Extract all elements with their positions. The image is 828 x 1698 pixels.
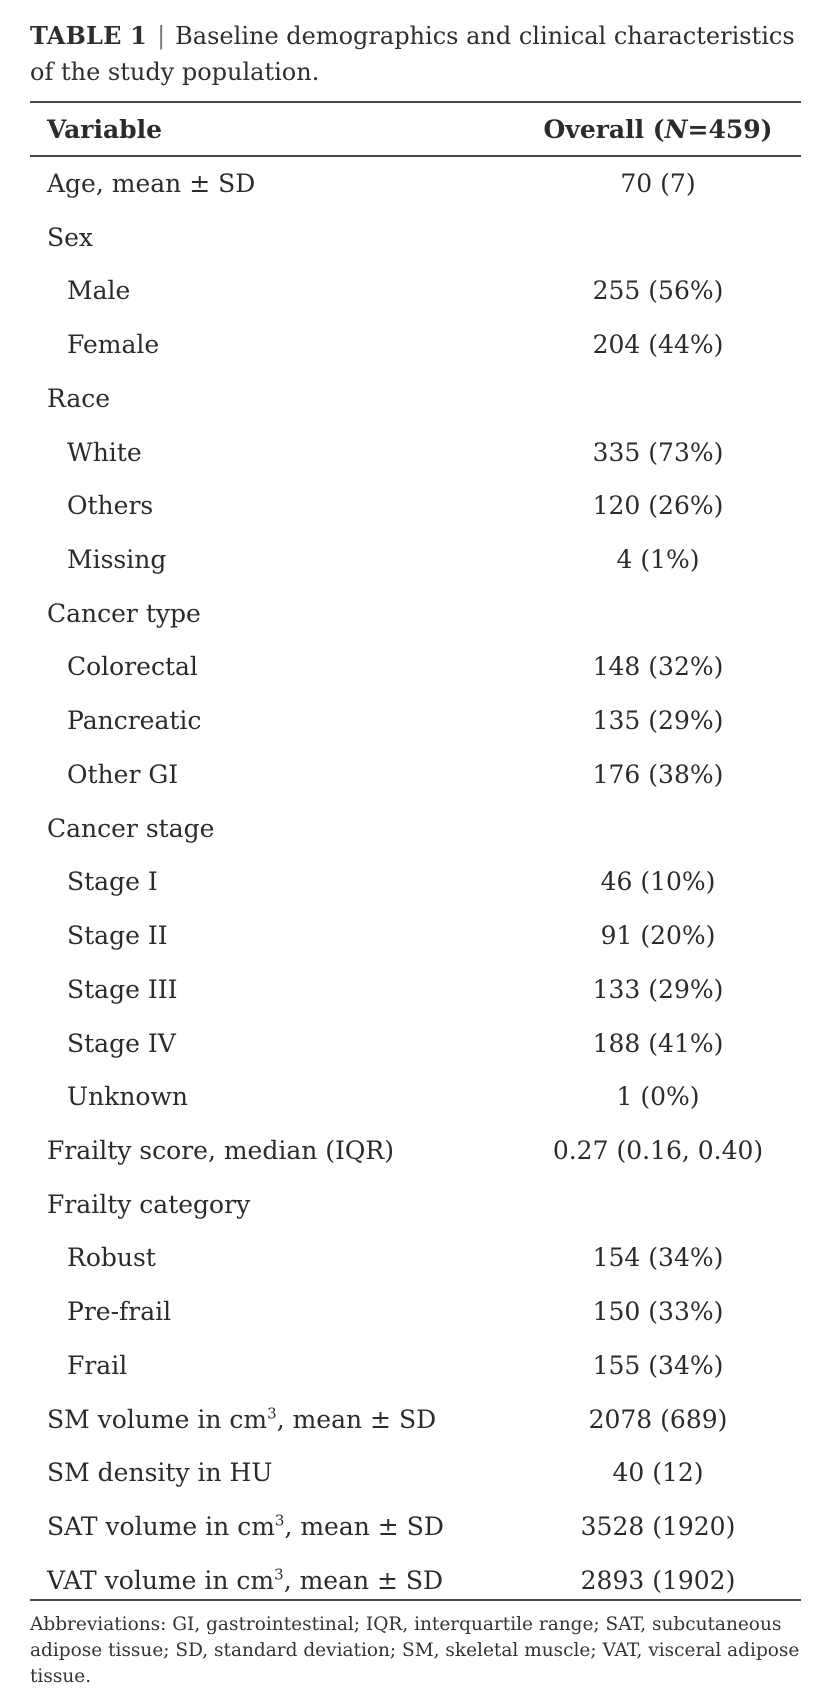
row-variable-text: Others (67, 491, 154, 521)
row-value: 188 (41%) (592, 1028, 724, 1058)
row-value: 155 (34%) (592, 1350, 724, 1380)
header-n-symbol: N (664, 115, 688, 144)
row-variable (67, 491, 153, 520)
row-variable (67, 1082, 188, 1111)
table-row (30, 1124, 801, 1178)
row-value: 46 (10%) (600, 867, 716, 897)
header-overall-prefix: Overall ( (543, 115, 665, 144)
row-variable-tail: , mean ± SD (284, 1511, 444, 1541)
table-row (30, 1231, 801, 1285)
table-row (30, 587, 801, 641)
row-value: 135 (29%) (592, 706, 724, 736)
row-value: 335 (73%) (592, 437, 724, 467)
row-variable (47, 384, 110, 413)
table-row (30, 748, 801, 802)
table-row (30, 479, 801, 533)
row-variable-text: Stage I (67, 867, 158, 897)
table-caption (30, 18, 810, 90)
row-variable (47, 1405, 436, 1434)
row-variable (47, 1458, 272, 1487)
table-row (30, 372, 801, 426)
row-value: 91 (20%) (600, 921, 716, 951)
row-variable (47, 1190, 250, 1219)
table-row (30, 909, 801, 963)
row-variable-tail: , mean ± SD (283, 1565, 444, 1595)
table-row (30, 640, 801, 694)
row-value: 204 (44%) (592, 330, 724, 360)
row-variable (67, 276, 130, 305)
row-variable-superscript: 3 (274, 1511, 285, 1530)
caption-text: Baseline demographics and clinical characteristics of the study population. (30, 22, 795, 86)
row-variable (67, 867, 158, 896)
row-variable-text: Race (47, 383, 111, 413)
row-value: 40 (12) (612, 1458, 704, 1488)
row-variable (47, 169, 255, 198)
row-value: 2893 (1902) (580, 1565, 736, 1595)
row-variable (67, 1243, 156, 1272)
row-variable (67, 438, 142, 467)
row-variable (67, 330, 159, 359)
row-variable (67, 1297, 171, 1326)
row-variable-text: SM density in HU (47, 1458, 273, 1488)
table-row (30, 426, 801, 480)
table-row (30, 211, 801, 265)
row-value: 120 (26%) (592, 491, 724, 521)
row-value: 3528 (1920) (580, 1511, 736, 1541)
table-row (30, 1017, 801, 1071)
row-variable-text: Cancer type (47, 598, 201, 628)
row-variable-text: VAT volume in cm (47, 1565, 275, 1595)
row-value: 154 (34%) (592, 1243, 724, 1273)
row-variable-text: Stage II (67, 921, 168, 951)
row-variable (67, 975, 177, 1004)
table-row (30, 694, 801, 748)
table-header (30, 103, 801, 155)
row-variable-text: SM volume in cm (47, 1404, 268, 1434)
row-variable-text: White (67, 437, 142, 467)
row-variable (47, 599, 201, 628)
table-row (30, 533, 801, 587)
row-variable (47, 1566, 443, 1595)
row-variable (67, 921, 168, 950)
table-bottom-rule (30, 1599, 801, 1601)
row-value: 70 (7) (620, 169, 696, 198)
table-row (30, 963, 801, 1017)
caption-separator: | (157, 22, 166, 50)
table-row (30, 318, 801, 372)
row-value: 4 (1%) (616, 545, 700, 575)
row-variable (67, 1351, 127, 1380)
row-variable-text: Other GI (67, 759, 179, 789)
row-variable-text: Age, mean ± SD (47, 169, 256, 198)
row-variable (47, 1512, 444, 1541)
row-value: 176 (38%) (592, 759, 724, 789)
table-row (30, 1178, 801, 1232)
row-variable-tail: , mean ± SD (276, 1404, 437, 1434)
row-variable (67, 706, 201, 735)
row-variable-text: Cancer stage (47, 813, 215, 843)
table-row (30, 1500, 801, 1554)
table-footnote: Abbreviations: GI, gastrointestinal; IQR, interquartile range; SAT, subcutaneous adipose tissue; SD, standard deviation; SM, skeletal muscle; VAT, visceral adipose tissue. (30, 1614, 800, 1687)
row-value: 255 (56%) (592, 276, 724, 306)
row-variable (67, 652, 198, 681)
row-value: 150 (33%) (592, 1297, 724, 1327)
table-row (30, 1393, 801, 1447)
row-variable-text: Unknown (67, 1082, 188, 1112)
row-variable-text: Frail (67, 1350, 128, 1380)
row-variable-text: Robust (67, 1243, 156, 1273)
table-row (30, 157, 801, 211)
row-variable (67, 545, 166, 574)
row-variable-text: Male (67, 276, 131, 306)
header-overall-suffix: =459) (687, 115, 773, 144)
row-variable-text: Sex (47, 222, 94, 252)
table-body (30, 157, 801, 1607)
row-variable-text: Frailty score, median (IQR) (47, 1135, 394, 1165)
row-variable-text: Colorectal (67, 652, 198, 682)
header-overall (532, 115, 784, 144)
row-variable-text: SAT volume in cm (47, 1511, 275, 1541)
row-variable-text: Female (67, 330, 160, 360)
row-value: 2078 (689) (588, 1404, 728, 1434)
row-variable (67, 1029, 176, 1058)
table-row (30, 1285, 801, 1339)
table-row (30, 1446, 801, 1500)
row-variable-text: Frailty category (47, 1189, 251, 1219)
row-variable (67, 760, 178, 789)
row-variable-text: Missing (67, 545, 167, 575)
row-value: 1 (0%) (616, 1082, 700, 1112)
row-variable (47, 814, 214, 843)
row-value: 0.27 (0.16, 0.40) (552, 1135, 764, 1165)
header-variable: Variable (47, 115, 163, 144)
row-variable-superscript: 3 (274, 1565, 284, 1584)
row-variable (47, 223, 93, 252)
row-value: 148 (32%) (592, 652, 724, 682)
row-variable-superscript: 3 (267, 1404, 277, 1423)
row-value: 133 (29%) (592, 974, 724, 1004)
row-variable-text: Pre-frail (67, 1297, 172, 1327)
table-row (30, 802, 801, 856)
table-row (30, 855, 801, 909)
table-row (30, 1339, 801, 1393)
row-variable (47, 1136, 394, 1165)
table-row (30, 1070, 801, 1124)
table-row (30, 264, 801, 318)
row-variable-text: Pancreatic (67, 706, 202, 736)
row-variable-text: Stage III (67, 974, 178, 1004)
table-label: TABLE 1 (30, 21, 148, 50)
row-variable-text: Stage IV (67, 1028, 176, 1058)
